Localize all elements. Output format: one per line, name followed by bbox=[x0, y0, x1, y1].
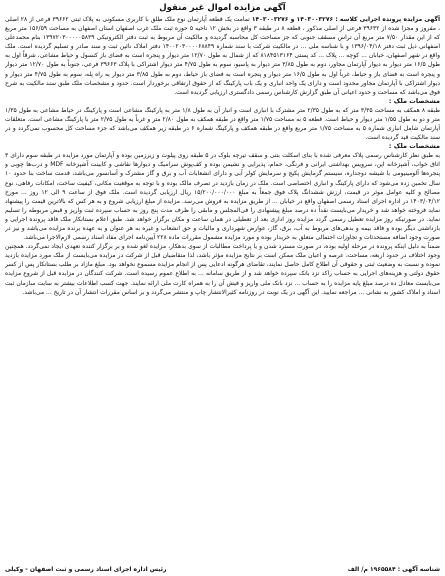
notice-id: شناسه آگهی : ۱۹۶۵۵۸۴ م/ الف bbox=[347, 566, 440, 573]
case-lead: آگهی مزایده پرونده اجرایی کلاسه : ۱۴۰۳۰۰۳۲۷۶ و ۱۴۰۳۰۰۳۲۷۶ bbox=[251, 16, 440, 23]
paragraph-specs: طبقه ۸ همکف به مساحت ۳/۳۵ متر که به طول ۲/۳۵ متر مشترک با انباری است و انبار آن به طول ۱/۸ متر به پارکینگ مشاعی است و پارکینگ در حیاط مشاعی به طول ۱/۳۵ متر و دو به طول ۱/۵۵ متر دیوار و حیاط است. قطعه ۵ به مساحت ۱/۷۵ متر واقع در طبقه همکف به طول ۲/۸۰ متر و غرباً به طول ۲/۷۵ متر با پارکینگ مشاعی است. متعلقات آپارتمان شامل انباری شماره ۵ به مساحت ۱/۷۵ متر مربع واقع در طبقه همکف و پارکینگ شماره ۶ در طبقه زیر همکف می‌باشد که جزء مساحت کل محسوب نمی‌گردد و در سند مالکیت قید گردیده است. bbox=[5, 106, 440, 142]
paragraph-case bbox=[5, 15, 440, 97]
signature: رئیس اداره اجرای اسناد رسمی و ثبت اصفهان - وکیلی bbox=[5, 566, 167, 573]
paragraph-terms: ضمناً به دلیل اینکه پرونده در مرحله اولیه بوده، در صورت مسترد شدن و یا پرداخت مطالبات از سوی بدهکار، مزایده لغو شده و بر برگزار کننده تعهدی ایجاد نمی‌گردد. همچنین وجود اختلاف در حدود اربعه، مساحت، عرصه و اعیان ملک ممکن است بر نتایج مزایده مؤثر باشد، لذا متقاضیان قبل از شرکت در مزایده می‌بایست از ملک مورد مزایده بازدید نموده و نسبت به وضعیت ثبتی و حقوقی آن اطلاع کامل حاصل نمایند، تقاضای هرگونه ادعایی پس از انجام مزایده مسموع نخواهد بود. مبلغ مازاد بر طلب بستانکار پس از کسر حقوق دولتی و هزینه‌های اجرایی به حساب راکد نزد بانک سپرده خواهد شد و از طریق سامانه ... به اطلاع عموم رسیده است. شرکت کنندگان در مزایده قبل از شروع مزایده می‌بایست معادل ده درصد مبلغ پایه مزایده را به حساب ... نزد بانک ملی واریز و فیش آن را به همراه کارت ملی ارائه نمایند. جهت کسب اطلاعات بیشتر به سایت سازمان ثبت اسناد و املاک کشور به نشانی ... مراجعه نمایید. این آگهی در یک نوبت در روزنامه کثیرالانتشار چاپ و منتشر می‌گردد و بر اساس مقررات انتشار آن در تاریخ ... می‌باشد. bbox=[5, 243, 440, 296]
paragraph-expert: به طبق نظر کارشناس رسمی پلاک معرفی شده با بنای اسکلت بتنی و سقف تیرچه بلوک در ۵ طبقه روی پیلوت و زیرزمین بوده و آپارتمان مورد مزایده در طبقه سوم دارای ۳ اتاق خواب، آشپزخانه اپن، سرویس بهداشتی ایرانی و فرنگی، حمام، پذیرایی و نشیمن بوده و کف‌پوش سرامیک و دیوارها نقاشی و کابینت آشپزخانه MDF و درب‌ها چوبی و پنجره‌ها آلومینیومی با شیشه دوجداره، سیستم گرمایش پکیج و سرمایش کولر آبی و دارای انشعابات آب و برق و گاز مشترک و آسانسور می‌باشد، قدمت ساخت بنا حدود ۱۰ سال تخمین زده می‌شود که دارای پارکینگ و انباری اختصاصی است. ملک در زمان بازدید در تصرف مالک بوده و با توجه به موقعیت مکانی، کیفیت ساخت، امکانات رفاهی، نوع مصالح و کلیه عوامل موثر در قیمت، ارزش ششدانگ پلاک فوق جمعاً به مبلغ ۱۵/۲۰۰/۰۰۰/۰۰۰ ریال ارزیابی گردیده است. ملک فوق از ساعت ۹ الی ۱۲ روز ... مورخ ۱۴۰۳/۰۴/۱۲ در اداره اجرای اسناد رسمی اصفهان واقع در خیابان ... از طریق مزایده به فروش می‌رسد. مزایده از مبلغ ارزیابی شروع و به هر کس که بالاترین قیمت را پیشنهاد نماید فروخته خواهد شد و خریدار می‌بایست نقداً ده درصد مبلغ پیشنهادی را فی‌المجلس و مابقی را ظرف مدت پنج روز به حساب سپرده ثبت واریز و قبض مربوطه را تسلیم نماید. در صورتیکه روز مزایده تعطیل رسمی گردد مزایده روز اداری بعد از تعطیلی در همان ساعت و مکان برگزار خواهد شد. طبق اعلام بستانکار ملک فاقد پرونده اجرایی و بازداشتی دیگر بوده و فاقد بیمه و بدهی‌های مربوط به آب، برق، گاز، عوارض شهرداری و مالیات و حق انشعاب و غیره به هر عنوان و به عهده برنده مزایده می‌باشد و نیز در صورت وجود اضافه مستحدثات و تجاوزات احتمالی متعلق به خریدار بوده و مورد مزایده مشمول مقررات ماده ۲۲۸ آیین‌نامه اجرای مفاد اسناد رسمی لازم‌الاجرا می‌باشد. bbox=[5, 152, 440, 242]
spec-header-2: مشخصات ملک : bbox=[388, 142, 440, 151]
spec-header-1: مشخصات ملک : bbox=[388, 96, 440, 105]
notice-title: آگهی مزایده اموال غیر منقول bbox=[159, 3, 286, 13]
notice-footer bbox=[5, 565, 440, 574]
case-body: تمامت یک قطعه آپارتمان نوع ملک طلق با کاربری مسکونی به پلاک ثبتی ۳۹۶۶۲ فرعی از ۲۸ اصلی ، مفروز و مجزا شده از ۳۹۶۳۲ فرعی از اصلی مذکور ، قطعه ۸ در طبقه ۳ واقع در بخش ۱۲ ناحیه ۵ حوزه ثبت ملک غرب اصفهان استان اصفهان به مساحت ۱۵۶/۵۹ متر مربع که از این مقدار ۷/۵۰ متر مربع آن تراس مسقف جنوبی که جز مساحت کل محاسبه گردیده و مالکیت آن مربوط به ثبت دفتر الکترونیکی ۱۳۹۷۲۰۳۰۰۰۰۰۵۸۳۹ بنام محمدعلی اصفهانی ذیل ثبت دفتر ۱۳۹۶/۰۴/۱۸ و با شناسه ملی ... در مالکیت شرکت با سند شماره ۱۴۰۰۲۰۳۰۰۰۰۶۸۸۴۹ دفتر املاک نائین ثبت و سند صادر و تسلیم گردیده است. ملک واقع در شهر اصفهان، خیابان ... کوچه ... پلاک ... کد پستی ۸۱۸۴۵۱۳۱۶۴ که از شمال به طول ۱۲/۷۰ متر دیوار و پنجره است به فضای باز کنسول و حیاط مشاعی، شرقاً اول به طول ۱۶/۵ متر دیوار به دیوار آپارتمان مجاور، دوم به طول ۳/۸۵ متر دیوار به پاسیو، سوم به طول ۴/۷۵ متر دیوار اشتراکی با پلاک ۳۹۶۶۳ فرعی، جنوباً به طول ۱۲/۷۰ متر دیوار و پنجره است به فضای باز و حیاط، غرباً اول به طول ۱۶/۵ متر دیوار و پنجره است به فضای باز حیاط، دوم به طول ۳/۸۵ متر دیوار به راه پله، سوم به طول ۴/۷۵ متر دیوار و دیوار اشتراکی با آپارتمان مجاور محدود است و دارای یک واحد انباری و یک باب پارکینگ که از حقوق ارتفاقی برخوردار است. حدود و مشخصات ملک طبق سند مالکیت به شرح فوق می‌باشد که مساحت و حدود اعیانی آن طبق گزارش کارشناس رسمی دادگستری ارزیابی گردیده است. bbox=[5, 16, 440, 96]
